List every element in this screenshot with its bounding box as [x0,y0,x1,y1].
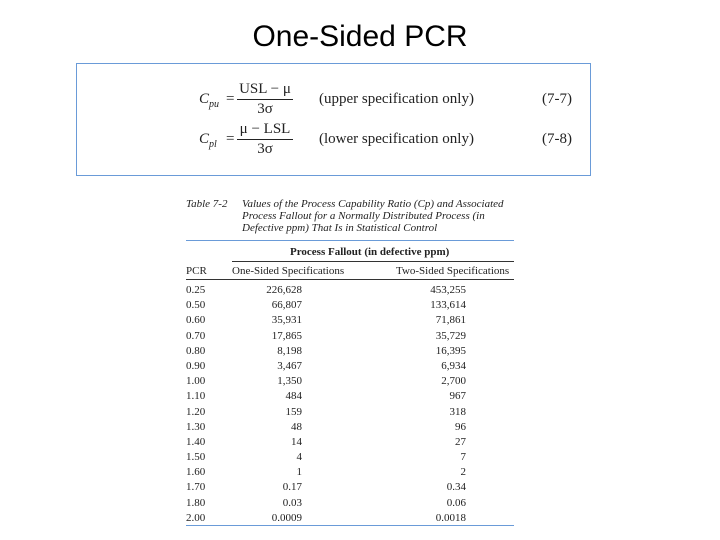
table-row [186,389,514,404]
pcr-cell: 2.00 [186,511,206,524]
one-sided-cell: 0.0009 [271,511,302,524]
one-sided-cell: 8,198 [277,344,302,357]
pcr-cell: 0.50 [186,299,206,312]
pcr-cell: 0.25 [186,284,206,296]
column-header-pcr: PCR [186,265,207,277]
denominator: 3σ [257,101,273,117]
two-sided-cell: 453,255 [430,284,466,296]
two-sided-cell: 35,729 [435,329,466,342]
two-sided-cell: 133,614 [430,299,466,312]
formula-upper [77,80,590,120]
equation-number: (7-7) [542,91,572,107]
one-sided-cell: 0.17 [282,481,302,494]
pcr-cell: 0.90 [186,359,206,372]
one-sided-cell: 159 [285,405,302,418]
pcr-cell: 1.20 [186,405,206,418]
one-sided-cell: 1,350 [277,375,302,388]
equation-number: (7-8) [542,131,572,147]
two-sided-cell: 71,861 [435,314,466,327]
one-sided-cell: 1 [296,466,302,479]
one-sided-cell: 66,807 [271,299,302,312]
one-sided-cell: 4 [296,451,302,464]
table-row [186,450,514,465]
table-row [186,480,514,495]
table-row [186,420,514,435]
two-sided-cell: 0.0018 [435,511,466,524]
fraction [237,120,293,159]
formula-description: (upper specification only) [319,91,474,107]
two-sided-cell: 0.06 [446,496,466,509]
column-header-one-sided: One-Sided Specifications [232,265,345,277]
header-bottom-rule [186,279,514,280]
one-sided-cell: 226,628 [266,284,302,296]
equals-sign: = [226,131,235,147]
table-row [186,283,514,298]
one-sided-cell: 14 [291,435,302,448]
table-caption-text: Values of the Process Capability Ratio (Cp) and Associated Process Fallout for a Normally Distributed Process (in Defective ppm) That Is in Statistical Control [242,198,504,234]
table-bottom-rule [186,525,514,526]
table-row [186,329,514,344]
table-number: Table 7-2 [186,198,228,210]
table-row [186,511,514,526]
formula-lhs: $C_{pu}$ [199,91,220,110]
two-sided-cell: 27 [455,435,466,448]
pcr-cell: 0.70 [186,329,206,342]
one-sided-cell: 48 [291,420,302,433]
two-sided-cell: 16,395 [435,344,466,357]
pcr-cell: 1.50 [186,451,206,464]
formula-box [76,63,591,176]
two-sided-cell: 96 [455,420,466,433]
numerator: USL − μ [237,80,293,100]
table-top-rule [186,240,514,241]
pcr-cell: 1.80 [186,496,206,509]
pcr-cell: 0.60 [186,314,206,327]
table-row [186,359,514,374]
data-table [186,283,514,526]
table-row [186,298,514,313]
column-header-two-sided: Two-Sided Specifications [396,265,510,277]
table-row [186,496,514,511]
table-row [186,405,514,420]
table-row [186,435,514,450]
denominator: 3σ [257,141,273,157]
table-row [186,374,514,389]
formula-description: (lower specification only) [319,131,474,147]
pcr-cell: 0.80 [186,344,206,357]
formula-lower [77,120,590,160]
one-sided-cell: 35,931 [271,314,302,327]
slide-title: One-Sided PCR [252,20,468,53]
pcr-cell: 1.40 [186,435,206,448]
pcr-cell: 1.00 [186,375,206,388]
group-header: Process Fallout (in defective ppm) [290,246,450,258]
numerator: μ − LSL [237,120,293,140]
one-sided-cell: 17,865 [271,329,302,342]
pcr-cell: 1.30 [186,420,206,433]
one-sided-cell: 484 [285,390,302,403]
table-row [186,465,514,480]
two-sided-cell: 967 [449,390,466,403]
pcr-cell: 1.10 [186,390,206,403]
two-sided-cell: 6,934 [441,359,466,372]
pcr-cell: 1.60 [186,466,206,479]
formula-lhs: $C_{pl}$ [199,131,217,150]
two-sided-cell: 318 [449,405,466,418]
equals-sign: = [226,91,235,107]
group-header-rule [232,261,514,262]
pcr-cell: 1.70 [186,481,206,494]
one-sided-cell: 0.03 [282,496,302,509]
two-sided-cell: 2,700 [441,375,466,388]
fraction [237,80,293,119]
one-sided-cell: 3,467 [277,359,302,372]
table-row [186,344,514,359]
two-sided-cell: 2 [460,466,466,479]
two-sided-cell: 7 [460,451,466,464]
two-sided-cell: 0.34 [446,481,466,494]
table-row [186,313,514,328]
